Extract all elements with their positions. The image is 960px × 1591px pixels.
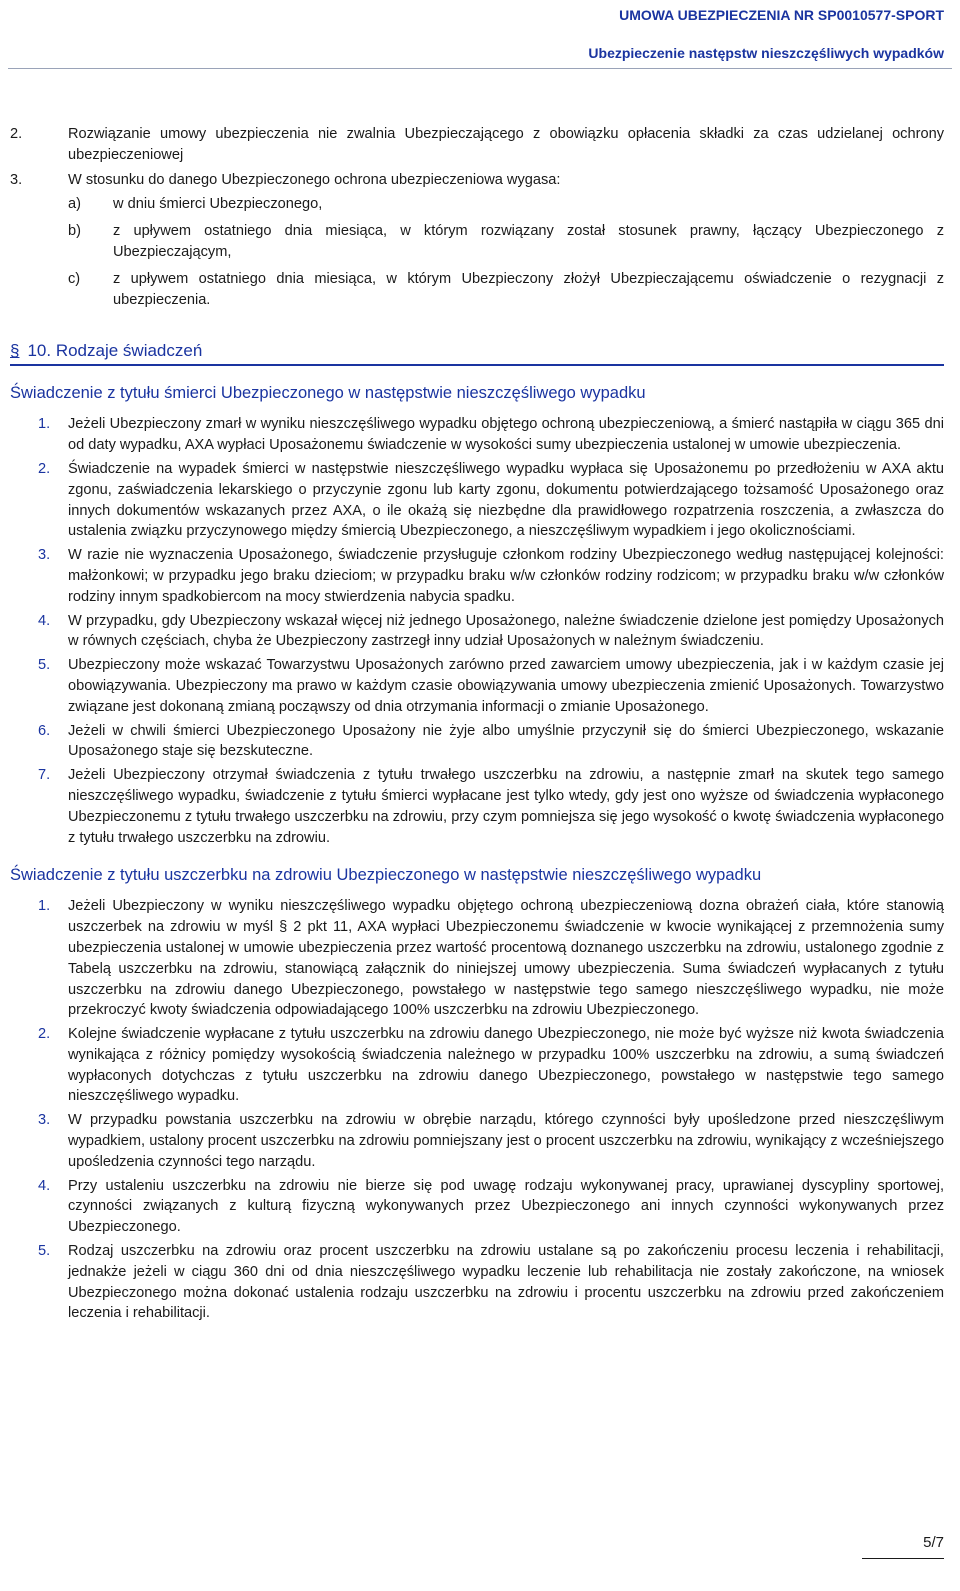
sub-item-text: z upływem ostatniego dnia miesiąca, w którym rozwiązany został stosunek prawny, łączący Ubezpieczonego z Ubezpieczającym,	[113, 223, 944, 260]
list-item	[10, 1110, 944, 1172]
list-item	[10, 721, 944, 763]
item-text: Jeżeli Ubezpieczony zmarł w wyniku nieszczęśliwego wypadku objętego ochroną ubezpieczeniową, a śmierć nastąpiła w ciągu 365 dni od daty wypadku, AXA wypłaci Uposażonemu świadczenie w wysokości sumy ubezpieczenia ustalonej w umowie ubezpieczenia.	[68, 416, 944, 454]
item-text: W stosunku do danego Ubezpieczonego ochrona ubezpieczeniowa wygasa:	[68, 171, 561, 188]
list-item	[10, 124, 944, 166]
list-item	[10, 1241, 944, 1324]
sub-item-letter: c)	[68, 270, 81, 287]
item-number: 1.	[38, 416, 51, 433]
item-text: W razie nie wyznaczenia Uposażonego, świadczenie przysługuje członkom rodziny Ubezpieczonego według następującej kolejności: małżonkowi; w przypadku jego braku dzieciom; w przypadku braku w/w członków rodziny rodzicom; w przypadku braku w/w członków rodziny innym spadkobiercom na mocy stwierdzenia nabycia spadku.	[68, 547, 944, 605]
list-item	[10, 765, 944, 848]
item-text: Jeżeli Ubezpieczony otrzymał świadczenia z tytułu trwałego uszczerbku na zdrowiu, a następnie zmarł na skutek tego samego nieszczęśliwego wypadku, świadczenie z tytułu śmierci wypłacane jest tylko wtedy, gdy jest ono wyższe od świadczenia wypłaconego Ubezpieczonemu z tytułu trwałego uszczerbku na zdrowiu, przy czym pomniejsza się jego wysokość o kwotę świadczenia wypłaconego z tytułu trwałego uszczerbku na zdrowiu.	[68, 767, 944, 846]
list-item	[10, 611, 944, 653]
item-text: Rozwiązanie umowy ubezpieczenia nie zwalnia Ubezpieczającego z obowiązku opłacenia składki za czas udzielanej ochrony ubezpieczeniowej	[68, 126, 944, 163]
item-text: Kolejne świadczenie wypłacane z tytułu uszczerbku na zdrowiu danego Ubezpieczonego, nie może być wyższe niż kwota świadczenia wynikająca z różnicy pomiędzy wysokością świadczenia należnego w przypadku 100% uszczerbku na zdrowiu, a sumą świadczeń wypłaconych dotychczas z tytułu uszczerbku na zdrowiu danego Ubezpieczonego, powstałego w następstwie tego samego nieszczęśliwego wypadku.	[68, 1026, 944, 1105]
item-number: 3.	[38, 547, 51, 564]
item-text: Ubezpieczony może wskazać Towarzystwu Uposażonych zarówno przed zawarciem umowy ubezpieczenia, jak i w każdym czasie jej obowiązywania. Ubezpieczony ma prawo w każdym czasie obowiązywania umowy ubezpieczenia zmienić Uposażonych. Towarzystwo związane jest dokonaną zmianą począwszy od dnia otrzymania informacji o zmianie Uposażonego.	[68, 657, 944, 715]
item-text: W przypadku powstania uszczerbku na zdrowiu w obrębie narządu, którego czynności były upośledzone przed nieszczęśliwym wypadkiem, ustalony procent uszczerbku na zdrowiu pomniejszany jest o procent uszczerbku na zdrowiu, wynikający z wcześniejszego upośledzenia czynności tego narządu.	[68, 1112, 944, 1170]
list-item	[10, 655, 944, 717]
list-item	[10, 1024, 944, 1107]
item-text: Jeżeli w chwili śmierci Ubezpieczonego Uposażony nie żyje albo umyślnie przyczynił się do śmierci Ubezpieczonego, wskazanie Uposażonego staje się bezskuteczne.	[68, 722, 944, 760]
item-number: 6.	[38, 722, 51, 739]
item-text: W przypadku, gdy Ubezpieczony wskazał więcej niż jednego Uposażonego, należne świadczenie dzielone jest pomiędzy Uposażonych w równych częściach, chyba że Ubezpieczony zastrzegł inny udział Uposażonych w należnym świadczeniu.	[68, 612, 944, 650]
list-item	[10, 1176, 944, 1238]
sub-item-text: z upływem ostatniego dnia miesiąca, w którym Ubezpieczony złożył Ubezpieczającemu oświadczenie o rezygnacji z ubezpieczenia.	[113, 270, 944, 308]
sub-item-letter: a)	[68, 196, 81, 213]
item-number: 3.	[38, 1112, 51, 1129]
item-number: 5.	[38, 1243, 51, 1260]
item-text: Rodzaj uszczerbku na zdrowiu oraz procent uszczerbku na zdrowiu ustalane są po zakończeniu procesu leczenia i rehabilitacji, jednakże jeżeli w ciągu 360 dni od dnia nieszczęśliwego wypadku leczenie lub rehabilitacja nie zostały zakończone, na wniosek Ubezpieczonego można dokonać ustalenia rodzaju uszczerbku na zdrowiu i procentu uszczerbku na zdrowiu przed zakończeniem leczenia i rehabilitacji.	[68, 1243, 944, 1322]
sub-item-letter: b)	[68, 223, 81, 240]
item-number: 1.	[38, 898, 51, 915]
sub-item-text: w dniu śmierci Ubezpieczonego,	[113, 196, 323, 213]
list-item	[10, 414, 944, 456]
item-number: 2.	[38, 460, 51, 477]
item-number: 7.	[38, 767, 51, 784]
item-number: 2.	[38, 1026, 51, 1043]
item-number: 4.	[38, 1177, 51, 1194]
section-heading	[10, 340, 944, 366]
list-item	[10, 170, 944, 191]
item-text: Jeżeli Ubezpieczony w wyniku nieszczęśliwego wypadku objętego ochroną ubezpieczeniową dozna obrażeń ciała, które stanowią uszczerbek na zdrowiu w myśl § 2 pkt 11, AXA wypłaci Ubezpieczonemu świadczenie w kwocie wynikającej z przemnożenia sumy ubezpieczenia ustalonej w umowie ubezpieczenia przez wartość procentową doznanego uszczerbku na zdrowiu, ustalonego zgodnie z Tabelą uszczerbku na zdrowiu, stanowiącą załącznik do niniejszej umowy ubezpieczenia. Suma świadczeń wypłacanych z tytułu uszczerbku na zdrowiu danego Ubezpieczonego, powstałego w następstwie tego samego nieszczęśliwego wypadku, nie może przekroczyć kwoty świadczenia odpowiadającego 100% uszczerbku na zdrowiu Ubezpieczonego.	[68, 898, 944, 1019]
subheading-injury-benefit: Świadczenie z tytułu uszczerbku na zdrowiu Ubezpieczonego w następstwie nieszczęśliwego wypadku	[10, 866, 762, 885]
insurance-type: Ubezpieczenie następstw nieszczęśliwych wypadków	[588, 45, 944, 61]
contract-number: UMOWA UBEZPIECZENIA NR SP0010577-SPORT	[619, 7, 944, 23]
item-number: 2.	[10, 126, 23, 142]
page-number: 5/7	[862, 1533, 944, 1559]
subheading-death-benefit: Świadczenie z tytułu śmierci Ubezpieczonego w następstwie nieszczęśliwego wypadku	[10, 384, 646, 403]
list-item	[10, 896, 944, 1021]
page-header	[588, 6, 944, 62]
item-number: 5.	[38, 657, 51, 674]
list-item	[10, 459, 944, 542]
sub-list-item	[68, 221, 944, 263]
section-symbol: §	[10, 341, 20, 361]
item-number: 4.	[38, 612, 51, 629]
sub-list-item	[68, 269, 944, 311]
item-text: Przy ustaleniu uszczerbku na zdrowiu nie bierze się pod uwagę rodzaju wykonywanej pracy, uprawianej dyscypliny sportowej, czynności związanych z kulturą fizyczną wykonywanych przez Ubezpieczonego ani innych czynności wykonywanych przez Ubezpieczonego.	[68, 1177, 944, 1236]
list-item	[10, 545, 944, 607]
document-body	[10, 124, 944, 1324]
sub-list-item	[68, 194, 944, 215]
item-text: Świadczenie na wypadek śmierci w następstwie nieszczęśliwego wypadku wypłaca się Uposażonemu po przedłożeniu w AXA aktu zgonu, zaświadczenia lekarskiego o przyczynie zgonu lub karty zgonu, dokumentu potwierdzającego tożsamość Uposażonego oraz innych dokumentów wskazanych przez AXA, o ile okażą się niezbędne dla prawidłowego rozpatrzenia roszczenia, a zwłaszcza do ustalenia związku przyczynowego między śmiercią Ubezpieczonego, a nieszczęśliwym wypadkiem i jego okolicznościami.	[68, 460, 944, 540]
item-number: 3.	[10, 171, 23, 188]
section-title: 10. Rodzaje świadczeń	[27, 341, 203, 361]
header-divider	[8, 68, 952, 69]
